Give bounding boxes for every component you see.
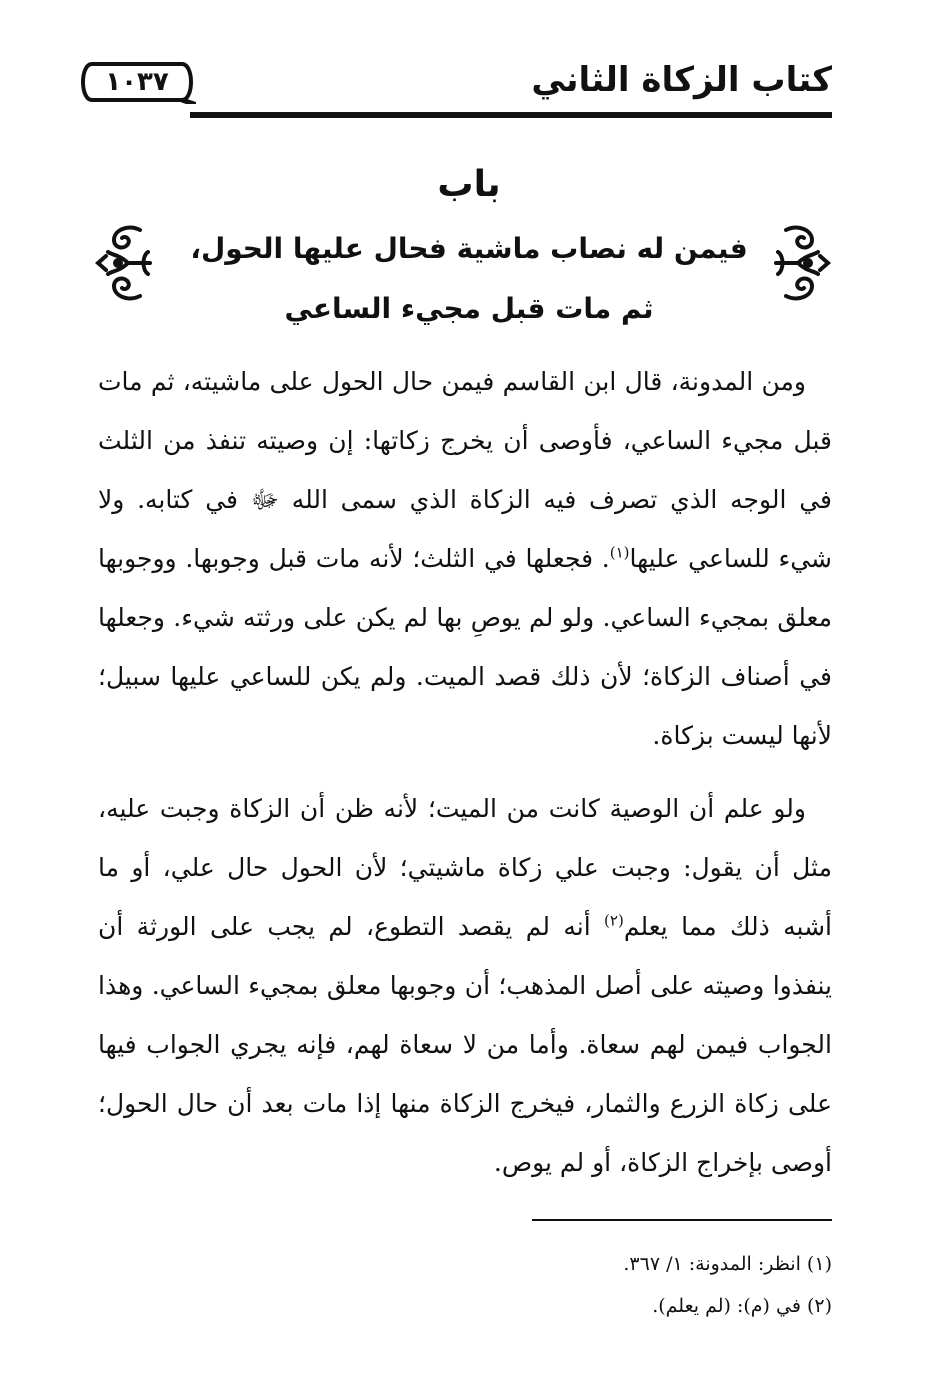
chapter-heading-line-2: ثم مات قبل مجيء الساعي <box>284 292 654 325</box>
chapter-word: باب <box>437 164 501 205</box>
chapter-heading-line-1: فيمن له نصاب ماشية فحال عليها الحول، <box>190 232 748 265</box>
footnote-reference-2[interactable]: (٢) <box>604 911 624 930</box>
footnotes <box>98 1246 832 1330</box>
arabesque-ornament-icon <box>768 222 832 304</box>
paragraph-2 <box>98 779 832 1192</box>
page-number-frame <box>78 60 196 104</box>
body-text <box>98 352 832 1206</box>
paragraph-1-text-a: ومن المدونة، قال ابن القاسم فيمن حال الحول على ماشيته، ثم مات قبل مجيء الساعي، فأوصى أن يخرج زكاتها: إن وصيته تنفذ من الثلث في الوجه الذي تصرف فيه الزكاة الذي سمى الله ﷻ في كتابه. ولا شيء للساعي عليها <box>98 367 832 573</box>
paragraph-2-text-a: ولو علم أن الوصية كانت من الميت؛ لأنه ظن أن الزكاة وجبت عليه، مثل أن يقول: وجبت علي زكاة ماشيتي؛ لأن الحول حال علي، أو ما أشبه ذلك مما يعلم <box>98 794 832 941</box>
arabesque-ornament-icon <box>94 222 158 304</box>
footnote-reference-1[interactable]: (١) <box>609 543 630 562</box>
paragraph-2-text-b: أنه لم يقصد التطوع، لم يجب على الورثة أن ينفذوا وصيته على أصل المذهب؛ أن وجوبها معلق بمجيء الساعي. وهذا الجواب فيمن لهم سعاة. وأما من لا سعاة لهم، فإنه يجري الجواب فيها على زكاة الزرع والثمار، فيخرج الزكاة منها إذا مات بعد أن حال الحول؛ أوصى بإخراج الزكاة، أو لم يوص. <box>98 912 832 1177</box>
paragraph-1 <box>98 352 832 765</box>
running-header-title: كتاب الزكاة الثاني <box>531 60 832 100</box>
footnote-1: (١) انظر: المدونة: ١/ ٣٦٧. <box>623 1253 832 1275</box>
footnote-2: (٢) في (م): (لم يعلم). <box>652 1295 832 1317</box>
header-rule <box>190 112 832 118</box>
page-number: ١٠٣٧ <box>105 67 169 97</box>
footnote-separator <box>532 1219 832 1221</box>
paragraph-1-text-b: . فجعلها في الثلث؛ لأنه مات قبل وجوبها. ووجوبها معلق بمجيء الساعي. ولو لم يوصِ بها لم يكن على ورثته شيء. وجعلها في أصناف الزكاة؛ لأن ذلك قصد الميت. ولم يكن للساعي عليها سبيل؛ لأنها ليست بزكاة. <box>98 544 832 750</box>
